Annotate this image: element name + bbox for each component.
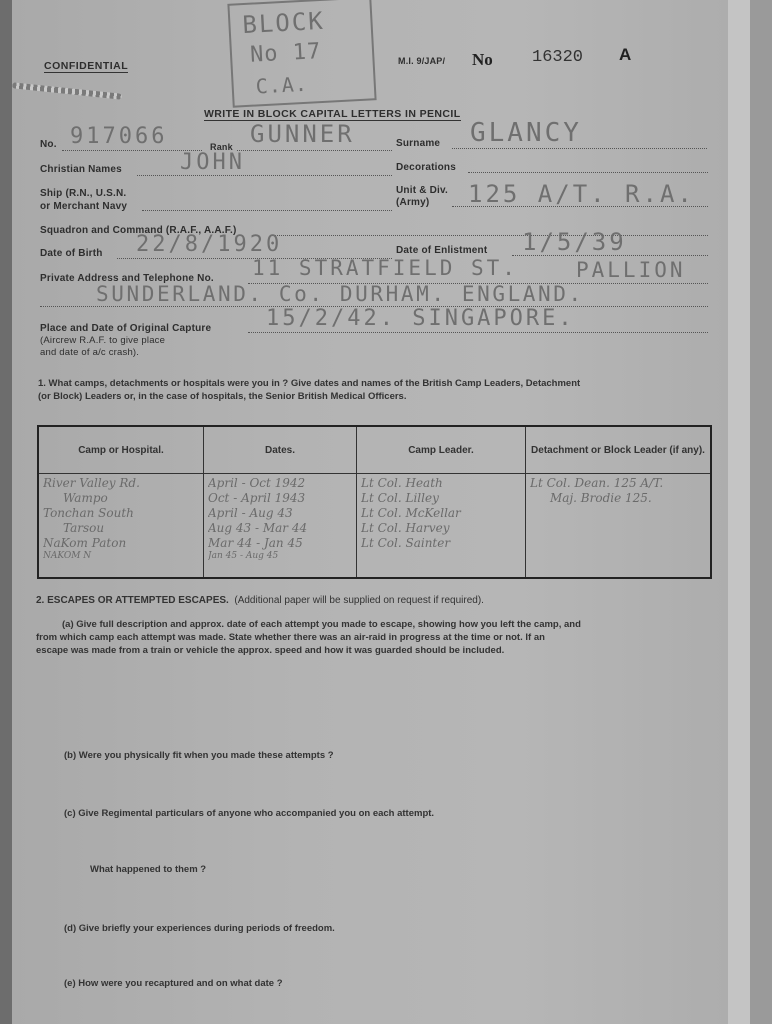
rank-label: Rank xyxy=(210,142,233,152)
leader-entry: Lt Col. Harvey xyxy=(361,521,450,535)
camps-header-leader: Camp Leader. xyxy=(357,426,526,474)
confidential-label: CONFIDENTIAL xyxy=(44,60,129,72)
decorations-label: Decorations xyxy=(396,162,456,173)
camp-entry: River Valley Rd. xyxy=(43,476,140,490)
surname-label: Surname xyxy=(396,138,441,149)
question-2e: (e) How were you recaptured and on what date ? xyxy=(64,978,283,989)
surname-value: GLANCY xyxy=(470,118,582,148)
date-of-birth-value: 22/8/1920 xyxy=(136,232,283,257)
date-entry: April - Oct 1942 xyxy=(208,476,306,490)
question-1-line-2: (or Block) Leaders or, in the case of hospitals, the Senior British Medical Officers. xyxy=(38,391,407,402)
ship-label-2: or Merchant Navy xyxy=(40,201,128,212)
address-value-2: PALLION xyxy=(576,258,686,282)
dates-column xyxy=(204,474,357,579)
question-2c-followup: What happened to them ? xyxy=(90,864,207,875)
number-label: No xyxy=(472,50,493,69)
background-edge xyxy=(750,0,772,1024)
question-2a-line-3: escape was made from a train or vehicle the approx. speed and how it was guarded should be included. xyxy=(36,645,505,656)
leader-entry: Lt Col. Lilley xyxy=(361,491,439,505)
camp-entry: NaKom Paton xyxy=(43,536,127,550)
address-value-3: SUNDERLAND. Co. DURHAM. ENGLAND. xyxy=(96,282,584,306)
christian-names-value: JOHN xyxy=(180,150,245,175)
question-2c: (c) Give Regimental particulars of anyone who accompanied you on each attempt. xyxy=(64,808,435,819)
camps-header-dates: Dates. xyxy=(204,426,357,474)
binding-string xyxy=(12,82,122,99)
leader-entry: Lt Col. Heath xyxy=(361,476,443,490)
question-1-line-1: 1. What camps, detachments or hospitals were you in ? Give dates and names of the British Camp Leaders, Detachment xyxy=(38,378,581,389)
question-2d: (d) Give briefly your experiences during periods of freedom. xyxy=(64,923,335,934)
date-entry: Jan 45 - Aug 45 xyxy=(208,551,279,561)
leader-entry: Lt Col. Sainter xyxy=(361,536,451,550)
enlistment-value: 1/5/39 xyxy=(522,228,627,256)
form-number: 16320 xyxy=(532,48,584,67)
service-number-value: 917066 xyxy=(70,124,168,149)
date-entry: Mar 44 - Jan 45 xyxy=(208,536,303,550)
ship-label-1: Ship (R.N., U.S.N. xyxy=(40,188,127,199)
capture-value: 15/2/42. SINGAPORE. xyxy=(266,306,575,331)
detachment-column xyxy=(526,474,712,579)
page-edge xyxy=(728,0,750,1024)
form-reference: M.I. 9/JAP/ xyxy=(398,56,446,66)
camp-entry: Tonchan South xyxy=(43,506,134,520)
question-2a-line-1: (a) Give full description and approx. date of each attempt you made to escape, showing how you left the camp, and xyxy=(62,619,581,630)
camps-header-camp: Camp or Hospital. xyxy=(38,426,204,474)
capture-label-2: (Aircrew R.A.F. to give place xyxy=(40,335,166,346)
address-value-1: 11 STRATFIELD ST. xyxy=(252,256,518,280)
enlistment-label: Date of Enlistment xyxy=(396,245,488,256)
capture-label-3: and date of a/c crash). xyxy=(40,347,140,358)
leaders-column xyxy=(357,474,526,579)
squadron-label: Squadron and Command (R.A.F., A.A.F.) xyxy=(40,225,237,236)
question-2-title xyxy=(36,594,484,607)
date-entry: Oct - April 1943 xyxy=(208,491,306,505)
question-2b: (b) Were you physically fit when you made these attempts ? xyxy=(64,750,334,761)
camp-entry: NAKOM N xyxy=(43,551,92,561)
capture-label-1: Place and Date of Original Capture xyxy=(40,323,212,334)
date-entry: April - Aug 43 xyxy=(208,506,293,520)
unit-value: 125 A/T. R.A. xyxy=(468,180,695,208)
stamp-line-1: BLOCK xyxy=(241,6,326,40)
pencil-instruction: WRITE IN BLOCK CAPITAL LETTERS IN PENCIL xyxy=(204,108,461,120)
block-stamp xyxy=(227,0,376,108)
date-of-birth-label: Date of Birth xyxy=(40,248,103,259)
camps-column xyxy=(38,474,204,579)
camp-entry: Tarsou xyxy=(63,521,105,535)
question-2-note: (Additional paper will be supplied on request if required). xyxy=(234,595,484,606)
camps-table xyxy=(37,425,712,579)
stamp-line-2: No 17 xyxy=(249,39,322,68)
christian-names-label: Christian Names xyxy=(40,164,122,175)
camp-entry: Wampo xyxy=(63,491,108,505)
rank-value: GUNNER xyxy=(250,120,355,148)
detachment-entry: Lt Col. Dean. 125 A/T. xyxy=(530,476,664,490)
question-2a-line-2: from which camp each attempt was made. State whether there was an air-raid in progress at the time or not. If an xyxy=(36,632,545,643)
binding-shadow xyxy=(0,0,12,1024)
address-label: Private Address and Telephone No. xyxy=(40,273,214,284)
leader-entry: Lt Col. McKellar xyxy=(361,506,461,520)
detachment-entry: Maj. Brodie 125. xyxy=(550,491,652,505)
unit-label-1: Unit & Div. xyxy=(396,185,449,196)
unit-label-2: (Army) xyxy=(396,197,430,208)
camps-header-detachment: Detachment or Block Leader (if any). xyxy=(526,426,712,474)
form-suffix: A xyxy=(619,45,632,64)
question-2-heading: 2. ESCAPES OR ATTEMPTED ESCAPES. xyxy=(36,595,229,606)
stamp-line-3: C.A. xyxy=(255,71,309,99)
service-number-label: No. xyxy=(40,139,57,150)
date-entry: Aug 43 - Mar 44 xyxy=(208,521,308,535)
